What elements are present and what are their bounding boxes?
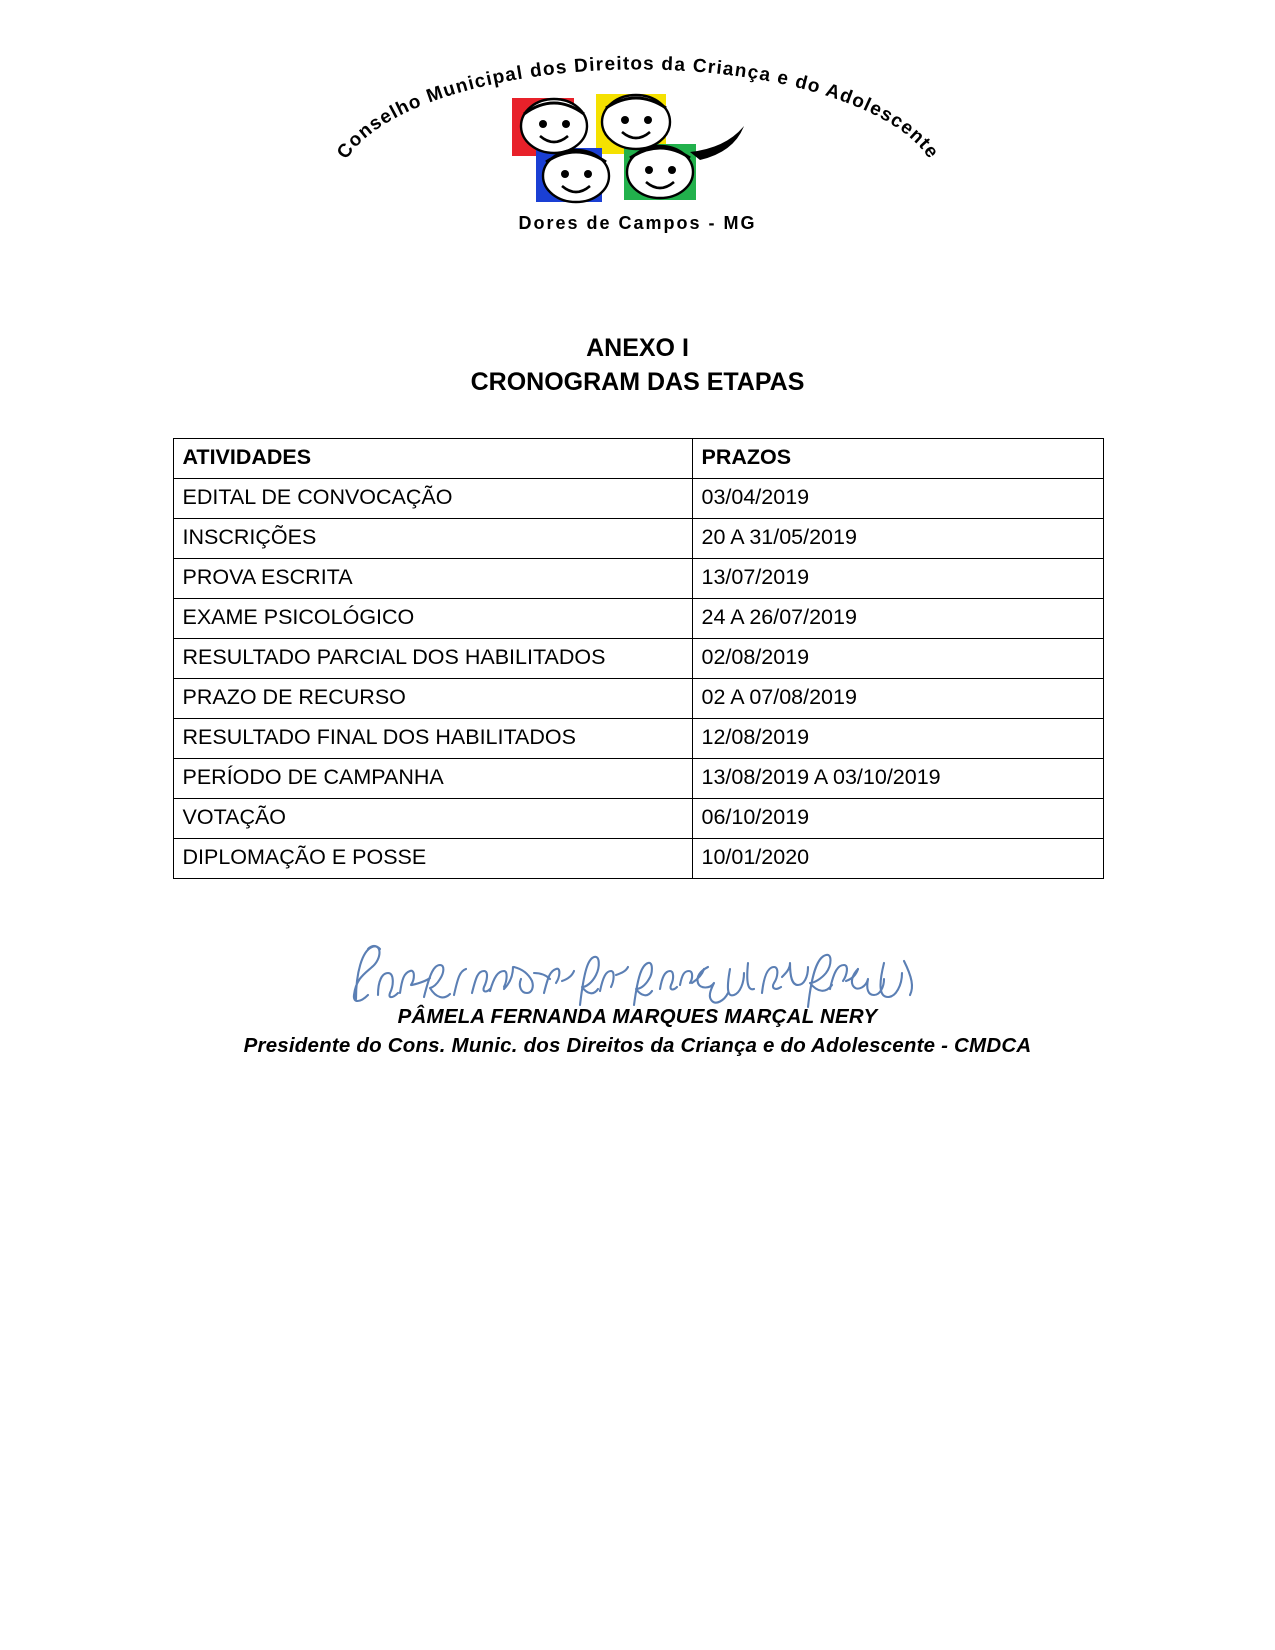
activity-cell: INSCRIÇÕES <box>173 518 692 558</box>
deadline-cell: 12/08/2019 <box>692 718 1103 758</box>
deadline-cell: 10/01/2020 <box>692 838 1103 878</box>
table-row <box>173 838 1103 878</box>
table-row <box>173 798 1103 838</box>
council-arc-text-label: Conselho Municipal dos Direitos da Criança e do Adolescente <box>332 53 943 163</box>
schedule-table-wrapper <box>173 438 1103 879</box>
title-cronograma: CRONOGRAM DAS ETAPAS <box>470 367 805 396</box>
activity-cell: EXAME PSICOLÓGICO <box>173 598 692 638</box>
title-anexo: ANEXO I <box>586 334 689 362</box>
signer-name: PÂMELA FERNANDA MARQUES MARÇAL NERY <box>397 1004 878 1028</box>
deadline-cell: 02 A 07/08/2019 <box>692 678 1103 718</box>
table-row <box>173 638 1103 678</box>
letterhead <box>0 0 1275 242</box>
table-header-row <box>173 438 1103 478</box>
activity-cell: VOTAÇÃO <box>173 798 692 838</box>
activity-cell: RESULTADO FINAL DOS HABILITADOS <box>173 718 692 758</box>
activity-cell: PERÍODO DE CAMPANHA <box>173 758 692 798</box>
signature-block <box>0 933 1275 1058</box>
cmdca-logo <box>308 46 968 242</box>
deadline-cell: 06/10/2019 <box>692 798 1103 838</box>
table-row <box>173 558 1103 598</box>
table-row <box>173 758 1103 798</box>
table-row <box>173 598 1103 638</box>
deadline-cell: 02/08/2019 <box>692 638 1103 678</box>
table-header-atividades: ATIVIDADES <box>173 438 692 478</box>
deadline-cell: 13/07/2019 <box>692 558 1103 598</box>
table-header-prazos: PRAZOS <box>692 438 1103 478</box>
table-row <box>173 718 1103 758</box>
schedule-table <box>173 438 1104 879</box>
activity-cell: DIPLOMAÇÃO E POSSE <box>173 838 692 878</box>
deadline-cell: 24 A 26/07/2019 <box>692 598 1103 638</box>
table-row <box>173 518 1103 558</box>
deadline-cell: 13/08/2019 A 03/10/2019 <box>692 758 1103 798</box>
activity-cell: PRAZO DE RECURSO <box>173 678 692 718</box>
table-row <box>173 678 1103 718</box>
table-row <box>173 478 1103 518</box>
activity-cell: PROVA ESCRITA <box>173 558 692 598</box>
activity-cell: EDITAL DE CONVOCAÇÃO <box>173 478 692 518</box>
activity-cell: RESULTADO PARCIAL DOS HABILITADOS <box>173 638 692 678</box>
signer-role: Presidente do Cons. Munic. dos Direitos da Criança e do Adolescente - CMDCA <box>243 1033 1032 1057</box>
deadline-cell: 20 A 31/05/2019 <box>692 518 1103 558</box>
city-label: Dores de Campos - MG <box>518 213 757 233</box>
page-title <box>0 332 1275 400</box>
children-faces-icon <box>484 92 784 208</box>
deadline-cell: 03/04/2019 <box>692 478 1103 518</box>
